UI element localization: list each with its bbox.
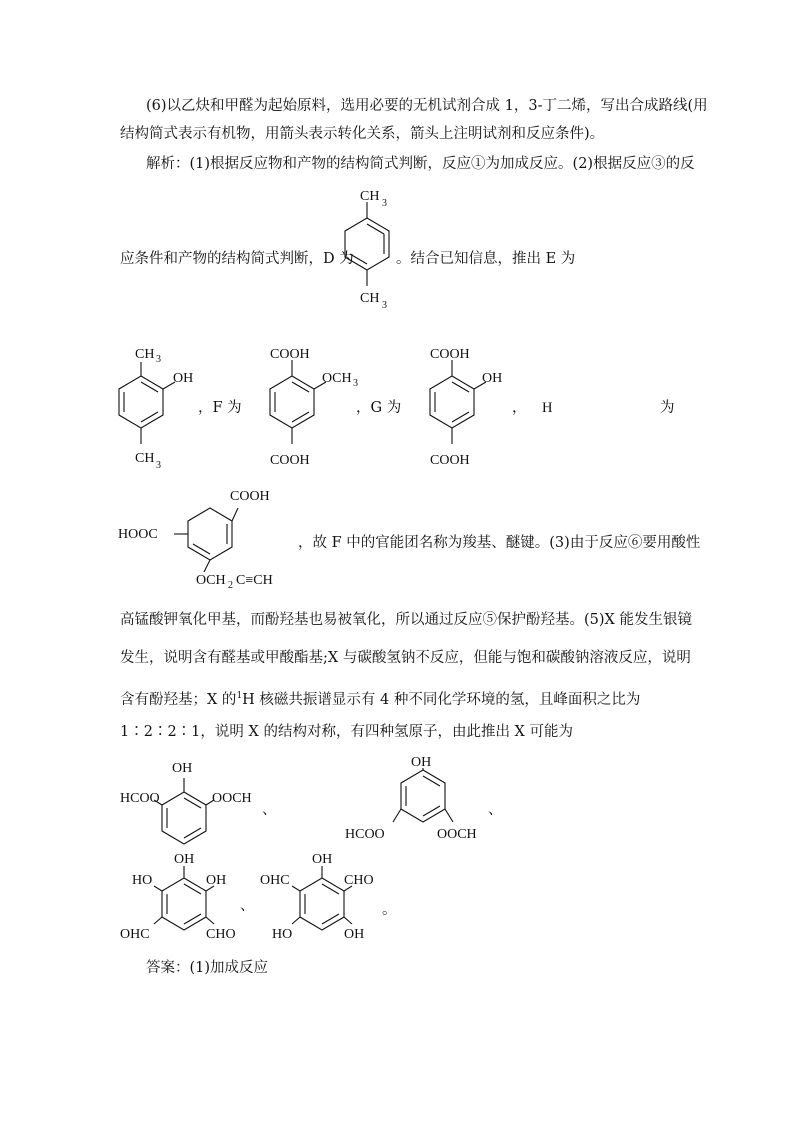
answer-line: 答案：(1)加成反应 [146,960,269,976]
bond-line [452,412,469,422]
chem-label: 3 [382,198,387,209]
h-letter: H [542,400,553,416]
chem-label: OCH [196,573,226,588]
bond-line [232,508,238,521]
chem-label: OH [206,873,227,888]
analysis-f-func: ，故 F 中的官能团名称为羧基、醚键。(3)由于反应⑥要用酸性 [298,535,701,551]
chem-label: OCH [322,371,352,386]
bond-line [367,224,384,234]
bond-line [423,776,440,786]
sep-h: ， [512,400,527,416]
chem-label: OH [172,761,193,776]
chem-label: OHC [260,873,290,888]
chem-label: CHO [206,927,236,942]
chem-label: CHO [344,873,374,888]
bond-line [270,376,314,428]
bond-line [452,382,469,392]
bond-line [292,886,300,891]
bond-line [184,884,201,894]
chem-label: CH [135,451,155,466]
analysis-line-6: 发生，说明含有醛基或甲酸酯基;X 与碳酸氢钠不反应，但能与饱和碳酸钠溶液反应，说明 [120,650,691,666]
chem-label: OH [482,371,503,386]
bond-line [401,770,445,822]
sep-g: ，G 为 [356,400,402,416]
structure-f [248,340,368,480]
chem-label: 3 [156,354,161,365]
sep-f: ，F 为 [198,400,242,416]
bond-line [445,809,453,822]
bond-line [423,806,440,816]
bond-line [193,544,210,554]
bond-line [141,382,158,392]
chem-label: COOH [230,489,270,504]
dun-2: 、 [488,802,503,818]
chem-label: 3 [353,378,358,389]
bond-line [292,412,309,422]
end-mark: 。 [382,902,397,918]
bond-line [162,792,206,844]
chem-label: OH [173,371,194,386]
structure-x3 [120,848,260,948]
structure-e [115,340,205,480]
chem-label: OH [411,755,432,770]
h-wei: 为 [660,400,675,416]
bond-line [206,917,214,924]
bond-line [322,914,339,924]
bond-line [154,886,162,891]
bond-line [184,798,201,808]
bond-line [184,914,201,924]
structure-h [118,478,318,593]
chem-label: COOH [270,453,310,468]
analysis-line-2a: 应条件和产物的结构简式判断，D 为 [120,251,354,267]
chem-label: 3 [156,460,161,471]
analysis-line-2b: 。结合已知信息，推出 E 为 [396,251,576,267]
bond-line [322,884,339,894]
chem-label: 2 [228,580,233,591]
bond-line [430,376,474,428]
bond-line [292,382,309,392]
structure-x2 [345,750,495,850]
bond-line [119,376,163,428]
ch3-label: CH [360,291,380,306]
bond-line [154,917,162,924]
bond-line [292,917,300,924]
chem-label: OOCH [212,791,252,806]
chem-label: OHC [120,927,150,942]
bond-line [188,508,232,560]
chem-label: C≡CH [236,573,273,588]
analysis-line-5: 高锰酸钾氧化甲基，而酚羟基也易被氧化，所以通过反应⑤保护酚羟基。(5)X 能发生银镜 [120,612,692,628]
analysis-line-8: 1∶2∶2∶1，说明 X 的结构对称，有四种氢原子，由此推出 X 可能为 [120,724,573,740]
chem-label: HOOC [118,527,158,542]
ch3-label: CH [360,189,380,204]
question-line-2: 结构简式表示有机物，用箭头表示转化关系，箭头上注明试剂和反应条件)。 [120,126,605,142]
bond-line [184,828,201,838]
chem-label: OH [344,927,365,942]
structure-g [408,340,508,480]
bond-line [344,917,352,924]
bond-line [393,809,401,822]
chem-label: HO [272,927,293,942]
analysis-line-1: 解析：(1)根据反应物和产物的结构简式判断，反应①为加成反应。(2)根据反应③的反 [146,156,695,172]
bond-line [204,560,210,572]
dun-1: 、 [262,802,277,818]
dun-3: 、 [240,898,255,914]
bond-line [141,412,158,422]
chem-label: OH [312,852,333,867]
analysis-line-7: 含有酚羟基；X 的$^1$H 核磁共振谱显示有 4 种不同化学环境的氢，且峰面积之比为 [120,691,641,708]
chem-label: CH [135,347,155,362]
chem-label: OOCH [437,827,477,842]
chem-label: HCOO [120,791,160,806]
bond-line [300,878,344,930]
structure-x4 [258,848,398,948]
chem-label: OH [174,852,195,867]
chem-label: COOH [430,347,470,362]
chem-label: COOH [270,347,310,362]
chem-label: HCOO [345,827,385,842]
question-line-1: (6)以乙炔和甲醛为起始原料，选用必要的无机试剂合成 1，3-丁二烯，写出合成路线(用 [146,98,708,114]
chem-label: COOH [430,453,470,468]
bond-line [162,878,206,930]
chem-label: 3 [382,300,387,311]
chem-label: HO [132,873,153,888]
